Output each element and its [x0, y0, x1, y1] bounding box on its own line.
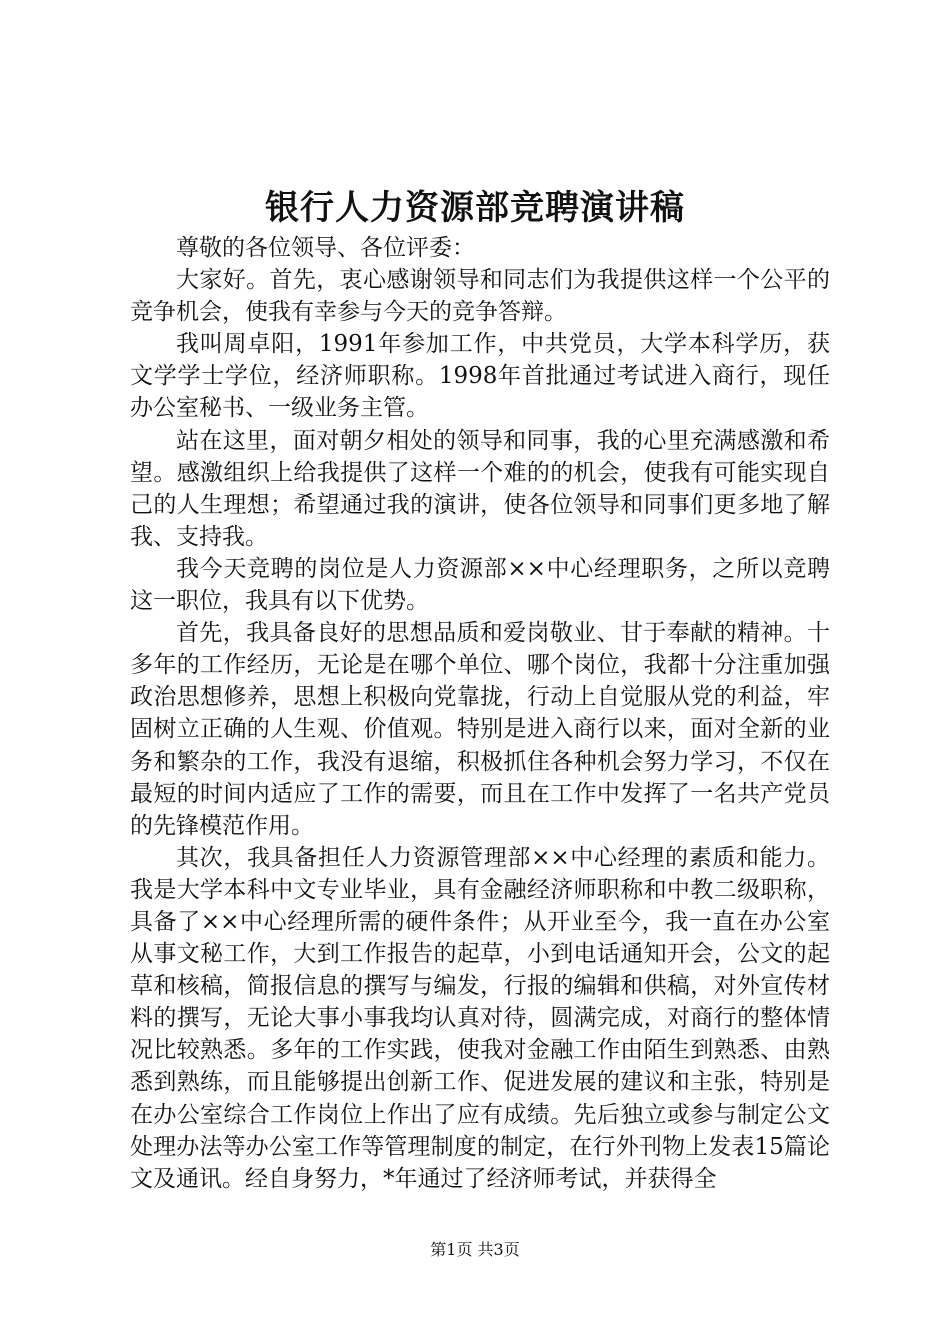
paragraph-self-introduction: 我叫周卓阳，1991年参加工作，中共党员，大学本科学历，获文学学士学位，经济师职称。1998年首批通过考试进入商行，现任办公室秘书、一级业务主管。 — [130, 331, 830, 422]
paragraph-first-advantage: 首先，我具备良好的思想品质和爱岗敬业、甘于奉献的精神。十多年的工作经历，无论是在哪个单位、哪个岗位，我都十分注重加强政治思想修养，思想上积极向党靠拢，行动上自觉服从党的利益，牢固树立正确的人生观、价值观。特别是进入商行以来，面对全新的业务和繁杂的工作，我没有退缩，积极抓住各种机会努力学习，不仅在最短的时间内适应了工作的需要，而且在工作中发挥了一名共产党员的先锋模范作用。 — [130, 620, 830, 839]
paragraph-salutation: 尊敬的各位领导、各位评委： — [176, 235, 475, 261]
paragraph-greeting: 大家好。首先，衷心感谢领导和同志们为我提供这样一个公平的竞争机会，使我有幸参与今天的竞争答辩。 — [130, 267, 830, 326]
document-title: 银行人力资源部竞聘演讲稿 — [265, 188, 685, 228]
paragraph-second-advantage: 其次，我具备担任人力资源管理部××中心经理的素质和能力。我是大学本科中文专业毕业，具有金融经济师职称和中教二级职称，具备了××中心经理所需的硬件条件；从开业至今，我一直在办公室从事文秘工作，大到工作报告的起草，小到电话通知开会，公文的起草和核稿，简报信息的撰写与编发，行报的编辑和供稿，对外宣传材料的撰写，无论大事小事我均认真对待，圆满完成，对商行的整体情况比较熟悉。多年的工作实践，使我对金融工作由陌生到熟悉、由熟悉到熟练，而且能够提出创新工作、促进发展的建议和主张，特别是在办公室综合工作岗位上作出了应有成绩。先后独立或参与制定公文处理办法等办公室工作等管理制度的制定，在行外刊物上发表15篇论文及通讯。经自身努力，*年通过了经济师考试，并获得全 — [130, 844, 830, 1192]
paragraph-position: 我今天竞聘的岗位是人力资源部××中心经理职务，之所以竞聘这一职位，我具有以下优势。 — [130, 555, 830, 615]
page-indicator: 第1页 共3页 — [430, 1240, 520, 1259]
document-body — [130, 232, 830, 1195]
paragraph-gratitude: 站在这里，面对朝夕相处的领导和同事，我的心里充满感激和希望。感激组织上给我提供了这样一个难的的机会，使我有可能实现自己的人生理想；希望通过我的演讲，使各位领导和同事们更多地了解我、支持我。 — [130, 427, 830, 550]
